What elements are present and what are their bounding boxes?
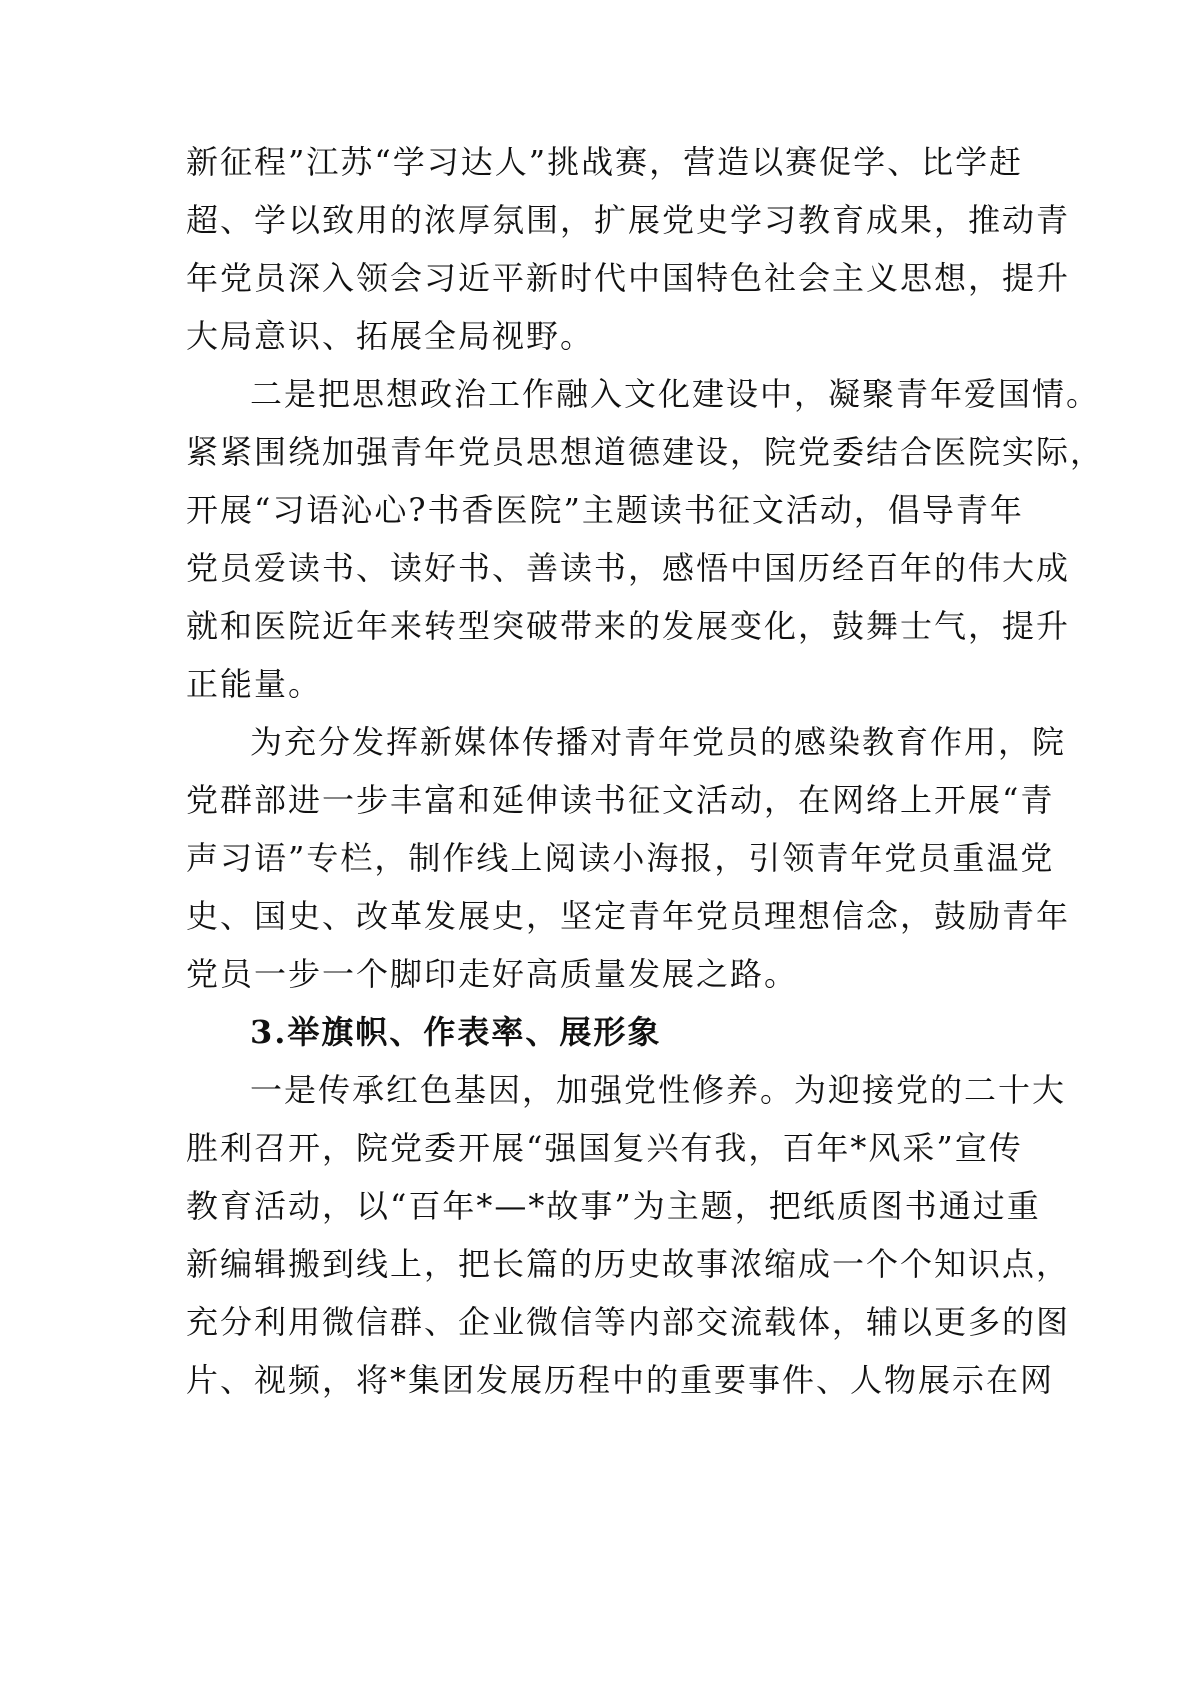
paragraph-start-line: 一是传承红色基因，加强党性修养。为迎接党的二十大 bbox=[250, 1071, 1067, 1109]
paragraph-start-line: 为充分发挥新媒体传播对青年党员的感染教育作用，院 bbox=[250, 723, 1067, 761]
text-line: 充分利用微信群、企业微信等内部交流载体，辅以更多的图 bbox=[186, 1303, 1071, 1341]
text-line: 开展“习语沁心?书香医院”主题读书征文活动，倡导青年 bbox=[186, 491, 1024, 529]
section-heading: 3.举旗帜、作表率、展形象 bbox=[250, 1013, 662, 1051]
text-line: 党群部进一步丰富和延伸读书征文活动，在网络上开展“青 bbox=[186, 781, 1055, 819]
text-line: 正能量。 bbox=[186, 665, 323, 703]
text-line: 大局意识、拓展全局视野。 bbox=[186, 317, 595, 355]
text-line: 新编辑搬到线上，把长篇的历史故事浓缩成一个个知识点， bbox=[186, 1245, 1071, 1283]
text-line: 党员爱读书、读好书、善读书，感悟中国历经百年的伟大成 bbox=[186, 549, 1071, 587]
text-line: 新征程”江苏“学习达人”挑战赛，营造以赛促学、比学赶 bbox=[186, 143, 1024, 181]
text-line: 党员一步一个脚印走好高质量发展之路。 bbox=[186, 955, 799, 993]
text-line: 胜利召开，院党委开展“强国复兴有我，百年*风采”宣传 bbox=[186, 1129, 1023, 1167]
paragraph-start-line: 二是把思想政治工作融入文化建设中，凝聚青年爱国情。 bbox=[250, 375, 1101, 413]
text-line: 紧紧围绕加强青年党员思想道德建设，院党委结合医院实际， bbox=[186, 433, 1105, 471]
text-line: 超、学以致用的浓厚氛围，扩展党史学习教育成果，推动青 bbox=[186, 201, 1071, 239]
text-line: 教育活动，以“百年*—*故事”为主题，把纸质图书通过重 bbox=[186, 1187, 1041, 1225]
text-line: 声习语”专栏，制作线上阅读小海报，引领青年党员重温党 bbox=[186, 839, 1055, 877]
text-line: 年党员深入领会习近平新时代中国特色社会主义思想，提升 bbox=[186, 259, 1071, 297]
text-line: 史、国史、改革发展史，坚定青年党员理想信念，鼓励青年 bbox=[186, 897, 1071, 935]
text-line: 就和医院近年来转型突破带来的发展变化，鼓舞士气，提升 bbox=[186, 607, 1071, 645]
text-line: 片、视频，将*集团发展历程中的重要事件、人物展示在网 bbox=[186, 1361, 1055, 1399]
